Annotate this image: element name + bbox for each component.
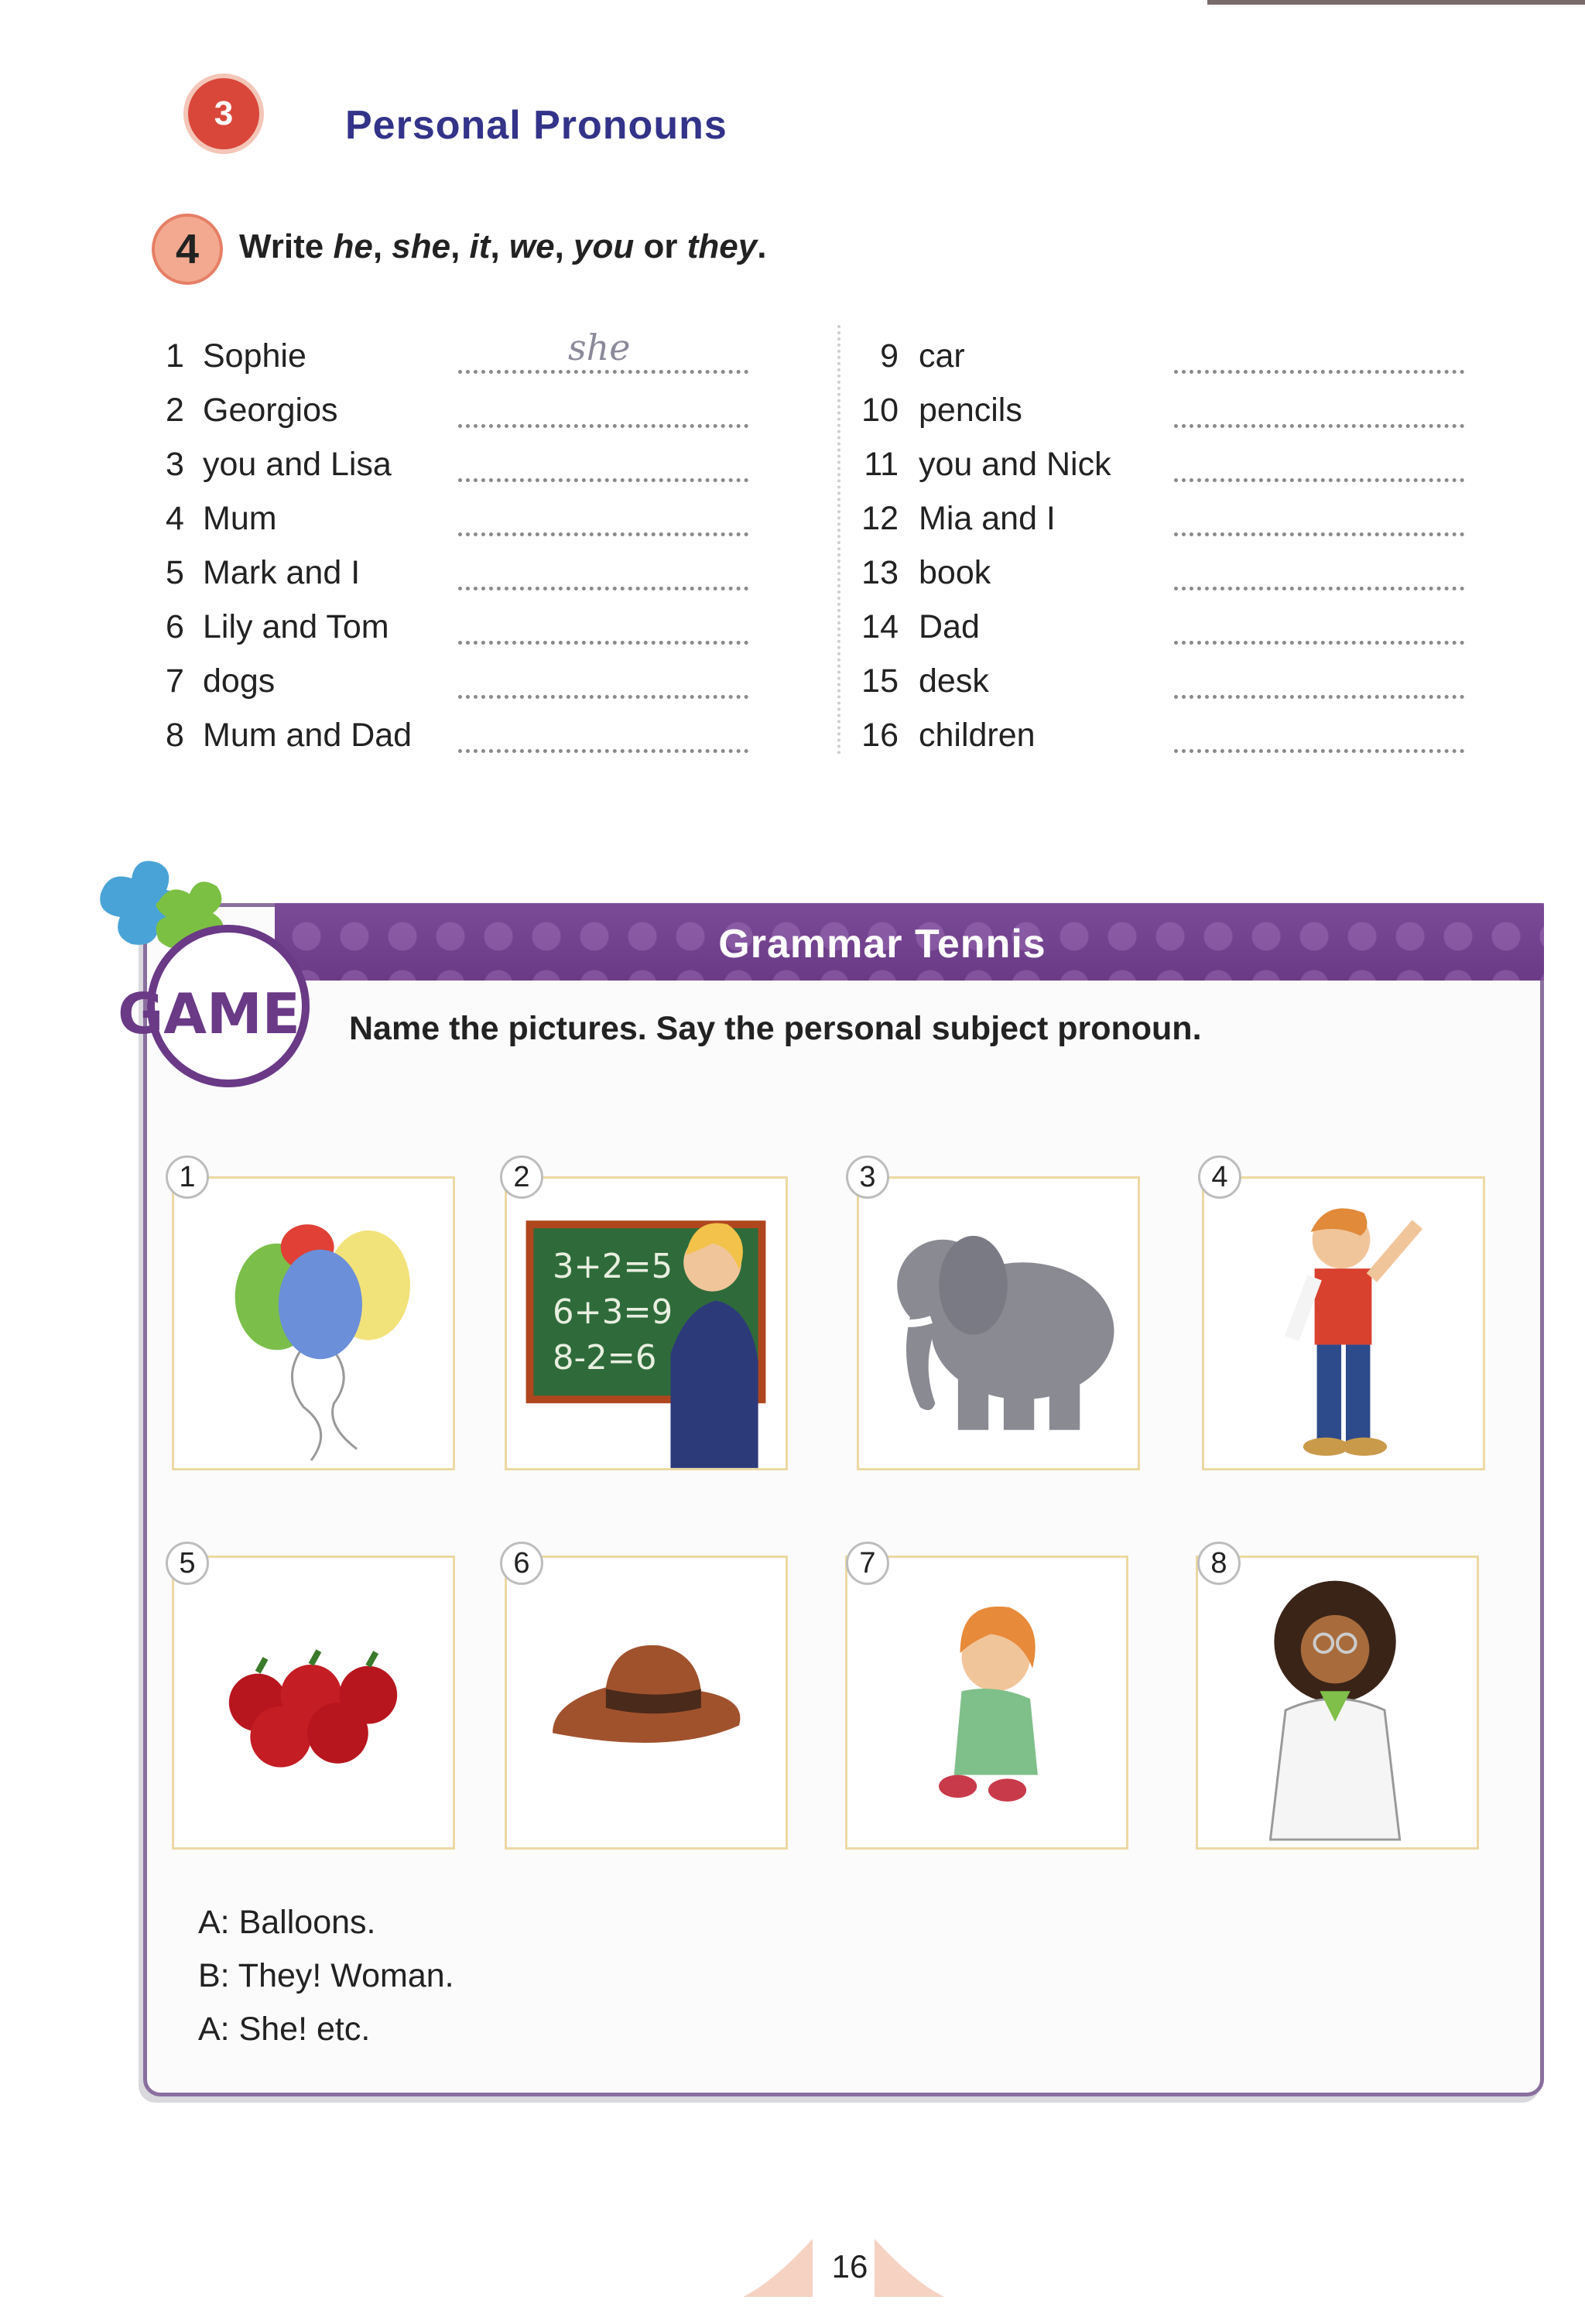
game-instruction: Name the pictures. Say the personal subject pronoun.	[349, 1010, 1202, 1047]
pronoun-he: he	[333, 228, 373, 265]
answer-blank[interactable]	[1174, 447, 1464, 482]
hat-icon	[507, 1558, 786, 1847]
answer-blank[interactable]	[1174, 664, 1464, 699]
exercise-item	[856, 491, 1464, 546]
answer-blank[interactable]	[1174, 718, 1464, 753]
picture-balloons	[172, 1176, 455, 1470]
page-number: 16	[831, 2248, 868, 2285]
exercise-item	[166, 437, 748, 491]
exercise-item	[166, 708, 748, 762]
elephant-icon	[859, 1179, 1138, 1468]
picture-number: 5	[166, 1542, 209, 1585]
exercise-list-left	[166, 326, 748, 762]
exercise-number-badge: 4	[152, 214, 223, 285]
pronoun-we: we	[508, 228, 555, 265]
dialogue-line: A: She! etc.	[198, 2011, 371, 2048]
answer-blank[interactable]	[1174, 501, 1464, 536]
game-title: Grammar Tennis	[718, 922, 1046, 967]
item-word: Mia and I	[919, 499, 1056, 537]
item-number: 8	[166, 716, 184, 754]
picture-number: 8	[1197, 1542, 1241, 1585]
picture-number: 1	[166, 1155, 209, 1199]
item-word: Lily and Tom	[203, 608, 389, 645]
item-number: 5	[166, 553, 184, 591]
answer-blank[interactable]	[458, 501, 748, 536]
item-word: Mum	[203, 499, 277, 537]
pronoun-it: it	[469, 228, 491, 265]
picture-number: 6	[500, 1542, 543, 1585]
item-word: Sophie	[203, 337, 306, 375]
picture-number: 4	[1198, 1155, 1241, 1199]
answer-blank[interactable]	[1174, 339, 1464, 374]
doctor-icon	[1198, 1558, 1477, 1847]
answer-blank[interactable]	[1174, 610, 1464, 645]
board-line-2: 6+3=9	[553, 1293, 673, 1332]
item-number: 7	[166, 662, 184, 700]
item-word: Georgios	[203, 391, 338, 429]
picture-teacher	[505, 1176, 788, 1470]
answer-blank[interactable]	[458, 393, 748, 428]
item-word: you and Nick	[919, 445, 1111, 483]
unit-number-badge: 3	[188, 78, 259, 149]
dialogue-line: B: They! Woman.	[198, 1957, 454, 1994]
teacher-icon	[507, 1179, 786, 1468]
item-number: 3	[166, 445, 184, 483]
answer-text: she	[568, 326, 631, 368]
exercise-item	[856, 654, 1464, 708]
exercise-item	[166, 546, 748, 600]
exercise-item	[856, 708, 1464, 762]
answer-blank[interactable]	[458, 447, 748, 482]
exercise-item	[166, 326, 748, 383]
board-line-3: 8-2=6	[553, 1339, 657, 1378]
instruction-prefix: Write	[239, 228, 324, 265]
item-word: Mark and I	[203, 553, 361, 591]
item-word: Mum and Dad	[203, 716, 413, 754]
item-number: 10	[861, 391, 899, 429]
item-number: 16	[861, 716, 899, 754]
answer-blank[interactable]	[458, 556, 748, 590]
item-number: 14	[861, 608, 899, 645]
picture-girl	[845, 1556, 1128, 1850]
answer-blank[interactable]	[458, 718, 748, 753]
item-word: pencils	[919, 391, 1022, 429]
item-number: 6	[166, 608, 184, 645]
pronoun-she: she	[392, 228, 451, 265]
dialogue-line: A: Balloons.	[198, 1904, 376, 1941]
exercise-instruction: Write he, she, it, we, you or they.	[239, 228, 767, 265]
answer-blank[interactable]	[458, 326, 748, 374]
pronoun-you: you	[573, 228, 635, 265]
top-edge-line	[1207, 0, 1585, 5]
picture-number: 7	[846, 1542, 889, 1585]
item-number: 15	[861, 662, 899, 700]
exercise-item	[856, 546, 1464, 600]
item-word: you and Lisa	[203, 445, 392, 483]
item-word: book	[919, 553, 991, 591]
exercise-item	[856, 383, 1464, 437]
item-number: 13	[861, 553, 899, 591]
exercise-item	[856, 600, 1464, 654]
item-number: 1	[166, 337, 184, 375]
picture-number: 3	[846, 1155, 889, 1199]
picture-elephant	[857, 1176, 1140, 1470]
apples-icon	[174, 1558, 453, 1847]
item-word: car	[919, 337, 965, 375]
answer-blank[interactable]	[458, 610, 748, 645]
section-title: Personal Pronouns	[345, 103, 727, 148]
item-word: desk	[919, 662, 989, 700]
exercise-item	[166, 491, 748, 546]
picture-apples	[172, 1556, 455, 1850]
picture-number: 2	[500, 1155, 543, 1199]
answer-blank[interactable]	[1174, 393, 1464, 428]
game-logo-text: GAME	[118, 981, 300, 1046]
exercise-item	[856, 437, 1464, 491]
item-number: 9	[880, 337, 899, 375]
boy-icon	[1204, 1179, 1483, 1468]
pronoun-they: they	[686, 228, 758, 265]
answer-blank[interactable]	[458, 664, 748, 699]
item-number: 12	[861, 499, 899, 537]
picture-hat	[505, 1556, 788, 1850]
item-number: 2	[166, 391, 184, 429]
item-number: 11	[864, 445, 899, 483]
instruction-or: or	[643, 228, 678, 265]
exercise-item	[856, 329, 1464, 383]
item-number: 4	[166, 499, 184, 537]
board-line-1: 3+2=5	[553, 1247, 673, 1286]
item-word: Dad	[919, 608, 980, 645]
game-logo	[85, 847, 317, 1095]
exercise-item	[166, 600, 748, 654]
answer-blank[interactable]	[1174, 556, 1464, 590]
picture-boy	[1202, 1176, 1485, 1470]
balloons-icon	[174, 1179, 453, 1468]
item-word: children	[919, 716, 1036, 754]
column-divider	[837, 325, 840, 755]
exercise-item	[166, 654, 748, 708]
picture-doctor	[1196, 1556, 1479, 1850]
item-word: dogs	[203, 662, 276, 700]
girl-icon	[847, 1558, 1126, 1847]
exercise-list-right	[856, 329, 1464, 762]
example-dialogue	[198, 1896, 454, 2056]
exercise-item	[166, 383, 748, 437]
